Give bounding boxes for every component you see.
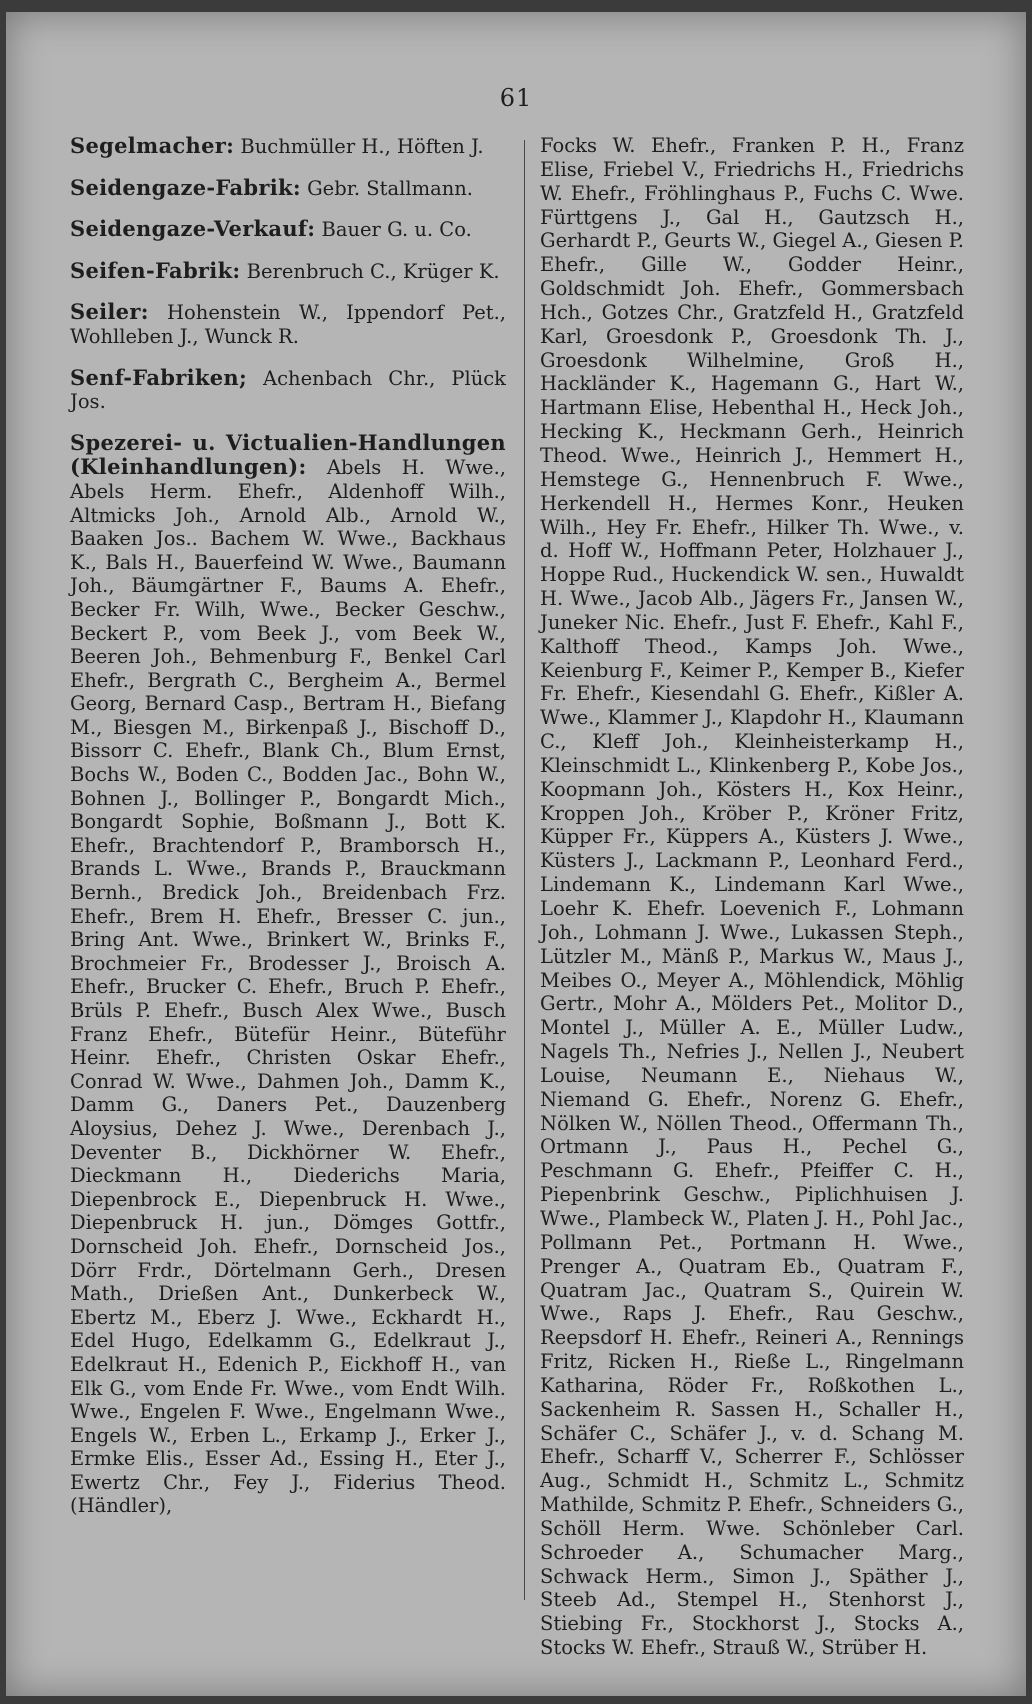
category-heading: Seiler:	[70, 299, 149, 325]
category-heading: Spezerei- u. Victualien-Handlungen (Kleinhandlungen):	[70, 429, 506, 480]
page-number: 61	[499, 84, 533, 112]
category-heading: Seidengaze-Fabrik:	[70, 174, 301, 200]
category-heading: Senf-Fabriken;	[70, 364, 248, 390]
directory-entry	[70, 366, 506, 414]
entry-names: Hohenstein W., Ippendorf Pet., Wohlleben J., Wunck R.	[70, 301, 506, 348]
category-heading: Seifen-Fabrik:	[70, 257, 241, 283]
entry-names: Bauer G. u. Co.	[315, 218, 472, 242]
left-column	[70, 134, 506, 1535]
directory-entry	[70, 431, 506, 1518]
entry-names: Berenbruch C., Krüger K.	[240, 259, 500, 283]
continued-entry-names: Focks W. Ehefr., Franken P. H., Franz Elise, Friebel V., Friedrichs H., Friedrichs W. Ehefr., Fröhlinghaus P., Fuchs C. Wwe. Fürttgens J., Gal H., Gautzsch H., Gerhardt P., Geurts W., Giegel A., Giesen P. Ehefr., Gille W., Godder Heinr., Goldschmidt Joh. Ehefr., Gommersbach Hch., Gotzes Chr., Gratzfeld H., Gratzfeld Karl, Groesdonk P., Groesdonk Th. J., Groesdonk Wilhelmine, Groß H., Hackländer K., Hagemann G., Hart W., Hartmann Elise, Hebenthal H., Heck Joh., Hecking K., Heckmann Gerh., Heinrich Theod. Wwe., Heinrich J., Hemmert H., Hemstege G., Hennenbruch F. Wwe., Herkendell H., Hermes Konr., Heuken Wilh., Hey Fr. Ehefr., Hilker Th. Wwe., v. d. Hoff W., Hoffmann Peter, Holzhauer J., Hoppe Rud., Huckendick W. sen., Huwaldt H. Wwe., Jacob Alb., Jägers Fr., Jansen W., Juneker Nic. Ehefr., Just F. Ehefr., Kahl F., Kalthoff Theod., Kamps Joh. Wwe., Keienburg F., Keimer P., Kemper B., Kiefer Fr. Ehefr., Kiesendahl G. Ehefr., Kißler A. Wwe., Klammer J., Klapdohr H., Klaumann C., Kleff Joh., Kleinheisterkamp H., Kleinschmidt L., Klinkenberg P., Kobe Jos., Koopmann Joh., Kösters H., Kox Heinr., Kroppen Joh., Kröber P., Kröner Fritz, Küpper Fr., Küppers A., Küsters J. Wwe., Küsters J., Lackmann P., Leonhard Ferd., Lindemann K., Lindemann Karl Wwe., Loehr K. Ehefr. Loevenich F., Lohmann Joh., Lohmann J. Wwe., Lukassen Steph., Lützler M., Mänß P., Markus W., Maus J., Meibes O., Meyer A., Möhlendick, Möhlig Gertr., Mohr A., Mölders Pet., Molitor D., Montel J., Müller A. E., Müller Ludw., Nagels Th., Nefries J., Nellen J., Neubert Louise, Neumann E., Niehaus W., Niemand G. Ehefr., Norenz G. Ehefr., Nölken W., Nöllen Theod., Offermann Th., Ortmann J., Paus H., Pechel G., Peschmann G. Ehefr., Pfeiffer C. H., Piepenbrink Geschw., Piplichhuisen J. Wwe., Plambeck W., Platen J. H., Pohl Jac., Pollmann Pet., Portmann H. Wwe., Prenger A., Quatram Eb., Quatram F., Quatram Jac., Quatram S., Quirein W. Wwe., Raps J. Ehefr., Rau Geschw., Reepsdorf H. Ehefr., Reineri A., Rennings Fritz, Ricken H., Rieße L., Ringelmann Katharina, Röder Fr., Roßkothen L., Sackenheim R. Sassen H., Schaller H., Schäfer C., Schäfer J., v. d. Schang M. Ehefr., Scharff V., Scherrer F., Schlösser Aug., Schmidt H., Schmitz L., Schmitz Mathilde, Schmitz P. Ehefr., Schneiders G., Schöll Herm. Wwe. Schönleber Carl. Schroeder A., Schumacher Marg., Schwack Herm., Simon J., Späther J., Steeb Ad., Stempel H., Stenhorst J., Stiebing Fr., Stockhorst J., Stocks A., Stocks W. Ehefr., Strauß W., Strüber H.	[540, 134, 965, 1660]
category-heading: Segelmacher:	[70, 133, 235, 158]
page	[6, 12, 1026, 1696]
directory-entry	[70, 217, 506, 242]
directory-entry	[70, 259, 506, 284]
entry-names: Gebr. Stallmann.	[300, 176, 474, 200]
entry-names: Abels H. Wwe., Abels Herm. Ehefr., Aldenhoff Wilh., Altmicks Joh., Arnold Alb., Arnold W., Baaken Jos.. Bachem W. Wwe., Backhaus K., Bals H., Bauerfeind W. Wwe., Baumann Joh., Bäumgärtner F., Baums A. Ehefr., Becker Fr. Wilh, Wwe., Becker Geschw., Beckert P., vom Beek J., vom Beek W., Beeren Joh., Behmenburg F., Benkel Carl Ehefr., Bergrath C., Bergheim A., Bermel Georg, Bernard Casp., Bertram H., Biefang M., Biesgen M., Birkenpaß J., Bischoff D., Bissorr C. Ehefr., Blank Ch., Blum Ernst, Bochs W., Boden C., Bodden Jac., Bohn W., Bohnen J., Bollinger P., Bongardt Mich., Bongardt Sophie, Boßmann J., Bott K. Ehefr., Brachtendorf P., Bramborsch H., Brands L. Wwe., Brands P., Brauckmann Bernh., Bredick Joh., Breidenbach Frz. Ehefr., Brem H. Ehefr., Bresser C. jun., Bring Ant. Wwe., Brinkert W., Brinks F., Brochmeier Fr., Brodesser J., Broisch A. Ehefr., Brucker C. Ehefr., Bruch P. Ehefr., Brüls P. Ehefr., Busch Alex Wwe., Busch Franz Ehefr., Bütefür Heinr., Büteführ Heinr. Ehefr., Christen Oskar Ehefr., Conrad W. Wwe., Dahmen Joh., Damm K., Damm G., Daners Pet., Dauzenberg Aloysius, Dehez J. Wwe., Derenbach J., Deventer B., Dickhörner W. Ehefr., Dieckmann H., Diederichs Maria, Diepenbrock E., Diepenbruck H. Wwe., Diepenbruck H. jun., Dömges Gottfr., Dornscheid Joh. Ehefr., Dornscheid Jos., Dörr Frdr., Dörtelmann Gerh., Dresen Math., Drießen Ant., Dunkerbeck W., Ebertz M., Eberz J. Wwe., Eckhardt H., Edel Hugo, Edelkamm G., Edelkraut J., Edelkraut H., Edenich P., Eickhoff H., van Elk G., vom Ende Fr. Wwe., vom Endt Wilh. Wwe., Engelen F. Wwe., Engelmann Wwe., Engels W., Erben L., Erkamp J., Erker J., Ermke Elis., Esser Ad., Essing H., Eter J., Ewertz Chr., Fey J., Fiderius Theod. (Händler),	[70, 456, 506, 1518]
directory-entry	[70, 176, 506, 201]
right-column	[540, 134, 964, 1677]
category-heading: Seidengaze-Verkauf:	[70, 216, 316, 242]
directory-entry	[70, 300, 506, 348]
entry-names: Achenbach Chr., Plück Jos.	[70, 366, 506, 414]
column-divider	[524, 140, 525, 1600]
entry-names: Buchmüller H., Höften J.	[234, 135, 484, 158]
directory-entry	[70, 134, 506, 159]
